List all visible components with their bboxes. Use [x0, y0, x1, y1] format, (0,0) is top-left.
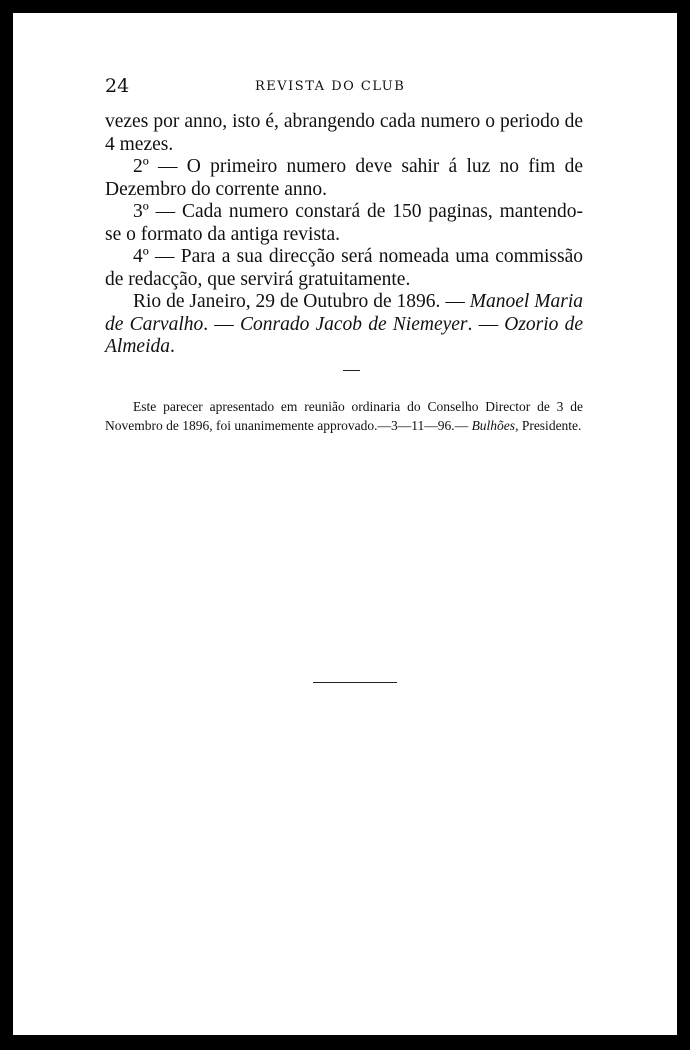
- closing-signatures: [105, 291, 583, 359]
- closing-period: .: [169, 336, 175, 357]
- approval-note: [105, 397, 583, 435]
- page: [13, 13, 677, 1035]
- separator-2: . —: [467, 313, 505, 335]
- paragraph-item-3: 3º — Cada numero constará de 150 paginas, mantendo-se o formato da antiga revista.: [105, 201, 583, 245]
- approval-note-text: [105, 397, 583, 435]
- note-body: Este parecer apresentado em reunião ordinaria do Conselho Director de 3 de Novembro de 1896, foi unanimemente approvado.—3—11—96.—: [105, 399, 583, 433]
- note-signer-title: , Presidente.: [515, 418, 582, 433]
- page-number: 24: [105, 75, 130, 97]
- paragraph-item-2: 2º — O primeiro numero deve sahir á luz no fim de Dezembro do corrente anno.: [105, 156, 583, 200]
- main-text: [105, 111, 583, 359]
- signatory-3: Ozorio de Almeida: [105, 313, 583, 357]
- note-signer: Bulhões: [471, 418, 516, 433]
- separator-1: . —: [203, 313, 240, 335]
- page-header: [105, 75, 595, 99]
- end-rule: [313, 682, 397, 683]
- signatory-2: Conrado Jacob de Niemeyer: [239, 313, 468, 335]
- place-date: Rio de Janeiro, 29 de Outubro de 1896. —: [133, 291, 470, 312]
- paragraph-item-4: 4º — Para a sua direcção será nomeada uma commissão de redacção, que servirá gratuitamente.: [105, 246, 583, 290]
- running-title: REVISTA DO CLUB: [255, 79, 406, 94]
- signatory-1: Manoel Maria de Carvalho: [105, 291, 583, 335]
- paragraph-continuation: vezes por anno, isto é, abrangendo cada numero o periodo de 4 mezes.: [105, 111, 583, 155]
- section-divider: [343, 370, 360, 371]
